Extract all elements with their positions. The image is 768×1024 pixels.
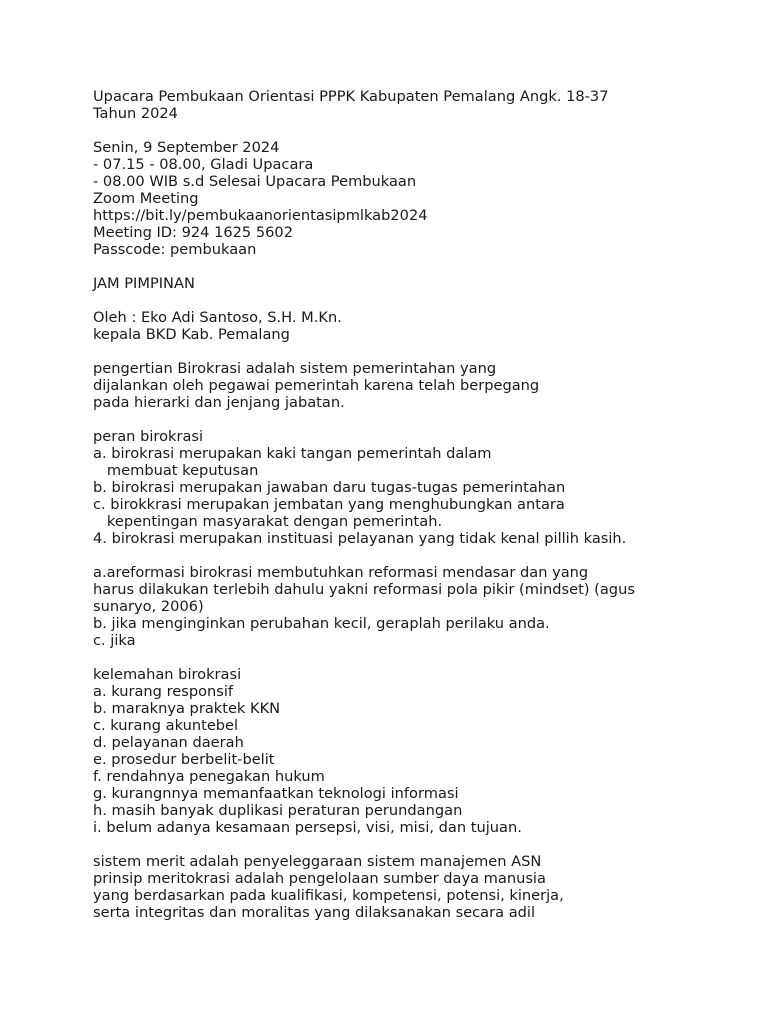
- weakness-item: e. prosedur berbelit-belit: [93, 751, 275, 768]
- spacer: [93, 292, 733, 309]
- reform-item: c. jika: [93, 632, 136, 649]
- spacer: [93, 122, 733, 139]
- reform-item-continued: sunaryo, 2006): [93, 598, 204, 615]
- speaker-name: Oleh : Eko Adi Santoso, S.H. M.Kn.: [93, 309, 342, 326]
- roles-heading: peran birokrasi: [93, 428, 204, 445]
- roles-item-continued: kepentingan masyarakat dengan pemerintah.: [93, 513, 443, 530]
- reform-item: a.areformasi birokrasi membutuhkan reformasi mendasar dan yang: [93, 564, 589, 581]
- merit-line: serta integritas dan moralitas yang dilaksanakan secara adil: [93, 904, 536, 921]
- spacer: [93, 258, 733, 275]
- spacer: [93, 343, 733, 360]
- weakness-item: f. rendahnya penegakan hukum: [93, 768, 325, 785]
- definition-line: pada hierarki dan jenjang jabatan.: [93, 394, 345, 411]
- schedule-date: Senin, 9 September 2024: [93, 139, 280, 156]
- meeting-platform: Zoom Meeting: [93, 190, 199, 207]
- weakness-item: h. masih banyak duplikasi peraturan perundangan: [93, 802, 463, 819]
- definition-line: dijalankan oleh pegawai pemerintah karena telah berpegang: [93, 377, 540, 394]
- roles-item: b. birokrasi merupakan jawaban daru tugas-tugas pemerintahan: [93, 479, 566, 496]
- definition-line: pengertian Birokrasi adalah sistem pemerintahan yang: [93, 360, 497, 377]
- section-heading: JAM PIMPINAN: [93, 275, 195, 292]
- weakness-item: g. kurangnnya memanfaatkan teknologi informasi: [93, 785, 459, 802]
- reform-item: b. jika menginginkan perubahan kecil, geraplah perilaku anda.: [93, 615, 550, 632]
- spacer: [93, 547, 733, 564]
- document-page: [93, 88, 733, 921]
- meeting-link: https://bit.ly/pembukaanorientasipmlkab2024: [93, 207, 428, 224]
- schedule-item: - 08.00 WIB s.d Selesai Upacara Pembukaan: [93, 173, 417, 190]
- roles-item: 4. birokrasi merupakan instituasi pelayanan yang tidak kenal pillih kasih.: [93, 530, 627, 547]
- weaknesses-heading: kelemahan birokrasi: [93, 666, 242, 683]
- document-title-continued: Tahun 2024: [93, 105, 178, 122]
- speaker-position: kepala BKD Kab. Pemalang: [93, 326, 290, 343]
- weakness-item: d. pelayanan daerah: [93, 734, 244, 751]
- weakness-item: c. kurang akuntebel: [93, 717, 239, 734]
- roles-item: c. birokkrasi merupakan jembatan yang menghubungkan antara: [93, 496, 565, 513]
- schedule-item: - 07.15 - 08.00, Gladi Upacara: [93, 156, 314, 173]
- roles-item-continued: membuat keputusan: [93, 462, 259, 479]
- spacer: [93, 649, 733, 666]
- weakness-item: b. maraknya praktek KKN: [93, 700, 281, 717]
- meeting-id: Meeting ID: 924 1625 5602: [93, 224, 293, 241]
- roles-item: a. birokrasi merupakan kaki tangan pemerintah dalam: [93, 445, 492, 462]
- document-title: Upacara Pembukaan Orientasi PPPK Kabupaten Pemalang Angk. 18-37: [93, 88, 609, 105]
- reform-item-continued: harus dilakukan terlebih dahulu yakni reformasi pola pikir (mindset) (agus: [93, 581, 635, 598]
- spacer: [93, 411, 733, 428]
- spacer: [93, 836, 733, 853]
- merit-line: yang berdasarkan pada kualifikasi, kompetensi, potensi, kinerja,: [93, 887, 564, 904]
- merit-line: sistem merit adalah penyeleggaraan sistem manajemen ASN: [93, 853, 542, 870]
- meeting-passcode: Passcode: pembukaan: [93, 241, 257, 258]
- weakness-item: a. kurang responsif: [93, 683, 234, 700]
- merit-line: prinsip meritokrasi adalah pengelolaan sumber daya manusia: [93, 870, 546, 887]
- weakness-item: i. belum adanya kesamaan persepsi, visi, misi, dan tujuan.: [93, 819, 522, 836]
